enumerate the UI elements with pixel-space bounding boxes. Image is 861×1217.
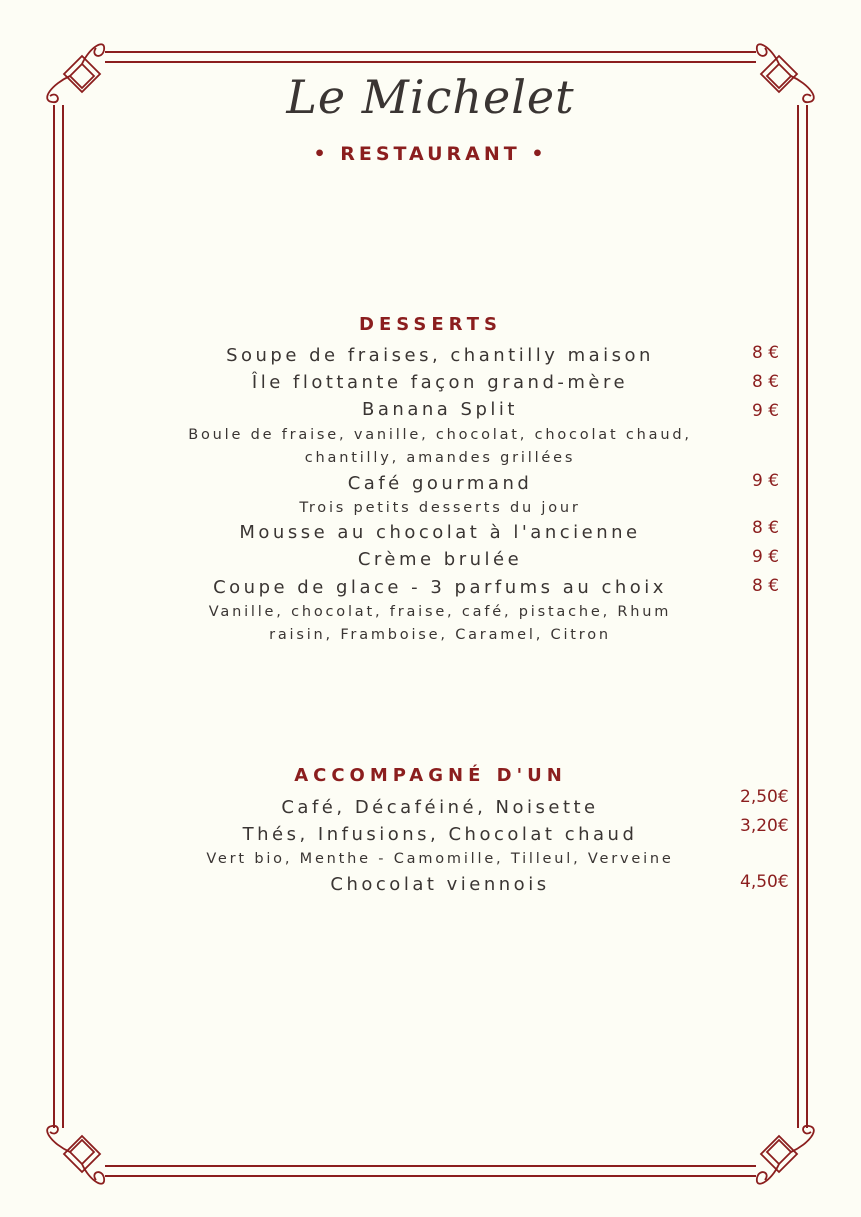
menu-item-price: 9 € — [752, 401, 780, 421]
menu-item-name: Soupe de fraises, chantilly maison — [226, 345, 654, 366]
menu-item-name: Chocolat viennois — [330, 874, 550, 895]
menu-item-price: 8 € — [752, 343, 780, 363]
menu-item-name: Banana Split — [362, 399, 518, 420]
restaurant-subtitle: • RESTAURANT • — [313, 143, 548, 165]
menu-item-name: Île flottante façon grand-mère — [251, 372, 629, 393]
corner-ornament-bottom-right — [757, 1126, 814, 1184]
menu-item-name: Café, Décaféiné, Noisette — [281, 797, 599, 818]
menu-item-price: 8 € — [752, 518, 780, 538]
section-title-desserts: DESSERTS — [359, 314, 502, 335]
menu-item-name: Crème brulée — [357, 549, 523, 570]
menu-item-name: Mousse au chocolat à l'ancienne — [239, 522, 641, 543]
menu-item-description: Trois petits desserts du jour — [299, 500, 581, 516]
menu-item-price: 9 € — [752, 471, 780, 491]
menu-item-price: 9 € — [752, 547, 780, 567]
restaurant-name: Le Michelet — [286, 70, 575, 124]
menu-item-name: Café gourmand — [347, 473, 533, 494]
menu-item-description: Boule de fraise, vanille, chocolat, chocolat chaud, — [188, 427, 692, 443]
menu-item-name: Thés, Infusions, Chocolat chaud — [242, 824, 638, 845]
menu-item-description: raisin, Framboise, Caramel, Citron — [269, 627, 611, 643]
menu-item-name: Coupe de glace - 3 parfums au choix — [213, 577, 667, 598]
menu-item-price: 4,50€ — [740, 872, 789, 892]
corner-ornament-bottom-left — [47, 1126, 104, 1184]
menu-item-price: 2,50€ — [740, 787, 789, 807]
section-title-accompagne: ACCOMPAGNÉ D'UN — [294, 765, 567, 786]
menu-item-description: Vert bio, Menthe - Camomille, Tilleul, Verveine — [206, 851, 674, 867]
menu-item-price: 8 € — [752, 372, 780, 392]
menu-item-price: 3,20€ — [740, 816, 789, 836]
menu-item-description: chantilly, amandes grillées — [304, 450, 576, 466]
menu-item-description: Vanille, chocolat, fraise, café, pistache, Rhum — [208, 604, 672, 620]
menu-item-price: 8 € — [752, 576, 780, 596]
